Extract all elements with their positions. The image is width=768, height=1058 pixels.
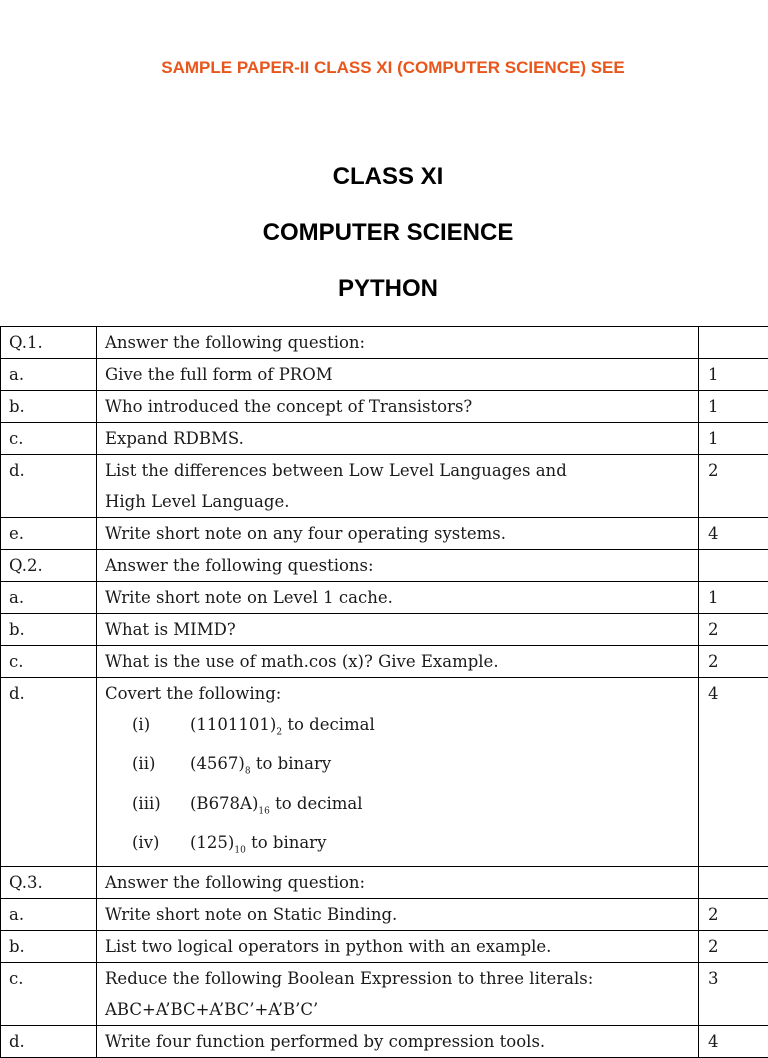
conversion-label: (iv) (132, 827, 190, 858)
question-number: a. (1, 899, 97, 931)
question-row (1, 646, 768, 678)
conversion-target: to decimal (270, 794, 363, 813)
question-marks: 1 (699, 359, 768, 391)
question-text: Expand RDBMS. (97, 423, 699, 455)
conversion-number: (B678A) (190, 794, 258, 813)
question-row (1, 867, 768, 899)
subject-title: COMPUTER SCIENCE (0, 219, 768, 247)
question-number: b. (1, 391, 97, 423)
question-number: e. (1, 518, 97, 550)
question-row (1, 582, 768, 614)
question-marks: 2 (699, 455, 768, 518)
question-marks: 3 (699, 963, 768, 1026)
class-title: CLASS XI (0, 163, 768, 191)
question-marks: 4 (699, 518, 768, 550)
question-text-line: List the differences between Low Level Languages and (105, 455, 698, 486)
question-row (1, 899, 768, 931)
conversion-target: to binary (246, 833, 327, 852)
question-number: Q.1. (1, 327, 97, 359)
language-title: PYTHON (0, 275, 768, 303)
question-marks (699, 867, 768, 899)
question-row (1, 963, 768, 1026)
conversion-base: 10 (234, 845, 245, 855)
question-row (1, 423, 768, 455)
question-row (1, 931, 768, 963)
question-number: c. (1, 646, 97, 678)
question-number: d. (1, 455, 97, 518)
question-row (1, 455, 768, 518)
question-number: d. (1, 678, 97, 867)
question-text: Write short note on Level 1 cache. (97, 582, 699, 614)
question-row (1, 518, 768, 550)
conversion-item (105, 709, 698, 748)
question-marks: 2 (699, 899, 768, 931)
question-marks: 2 (699, 931, 768, 963)
question-text: Write four function performed by compression tools. (97, 1026, 699, 1058)
question-number: a. (1, 582, 97, 614)
boolean-expression: ABC+A’BC+A’BC’+A’B’C’ (105, 994, 698, 1025)
question-number: d. (1, 1026, 97, 1058)
conversion-base: 16 (258, 806, 269, 816)
conversion-number: (1101101) (190, 715, 276, 734)
question-text: Write short note on Static Binding. (97, 899, 699, 931)
question-text-line: Covert the following: (105, 678, 698, 709)
question-row (1, 678, 768, 867)
conversion-label: (ii) (132, 748, 190, 779)
question-text-line: Reduce the following Boolean Expression to three literals: (105, 963, 698, 994)
question-number: b. (1, 931, 97, 963)
question-number: Q.3. (1, 867, 97, 899)
question-marks: 2 (699, 646, 768, 678)
question-marks: 4 (699, 1026, 768, 1058)
conversion-number: (125) (190, 833, 234, 852)
question-number: c. (1, 963, 97, 1026)
question-row (1, 359, 768, 391)
question-text-line: High Level Language. (105, 486, 698, 517)
conversion-base: 2 (276, 727, 282, 737)
question-number: Q.2. (1, 550, 97, 582)
question-text (97, 678, 699, 867)
question-row (1, 550, 768, 582)
conversion-base: 8 (245, 767, 251, 777)
conversion-item (105, 748, 698, 787)
conversion-label: (iii) (132, 788, 190, 819)
question-number: a. (1, 359, 97, 391)
question-marks: 1 (699, 582, 768, 614)
question-row (1, 614, 768, 646)
question-text: What is the use of math.cos (x)? Give Example. (97, 646, 699, 678)
question-text (97, 963, 699, 1026)
question-text: List two logical operators in python with an example. (97, 931, 699, 963)
question-text: Write short note on any four operating systems. (97, 518, 699, 550)
question-marks: 1 (699, 391, 768, 423)
question-marks (699, 327, 768, 359)
conversion-target: to decimal (282, 715, 375, 734)
paper-header: SAMPLE PAPER-II CLASS XI (COMPUTER SCIENCE) SEE (0, 58, 768, 78)
question-marks: 1 (699, 423, 768, 455)
question-marks (699, 550, 768, 582)
question-row (1, 1026, 768, 1058)
conversion-target: to binary (251, 754, 332, 773)
question-text: Answer the following question: (97, 327, 699, 359)
conversion-item (105, 827, 698, 866)
question-marks: 4 (699, 678, 768, 867)
question-table (0, 326, 768, 1058)
question-text: Give the full form of PROM (97, 359, 699, 391)
question-marks: 2 (699, 614, 768, 646)
question-text: Answer the following question: (97, 867, 699, 899)
question-text: Who introduced the concept of Transistors? (97, 391, 699, 423)
question-row (1, 391, 768, 423)
question-number: b. (1, 614, 97, 646)
question-text: What is MIMD? (97, 614, 699, 646)
question-row (1, 327, 768, 359)
question-number: c. (1, 423, 97, 455)
conversion-item (105, 788, 698, 827)
conversion-label: (i) (132, 709, 190, 740)
question-text (97, 455, 699, 518)
question-text: Answer the following questions: (97, 550, 699, 582)
conversion-number: (4567) (190, 754, 245, 773)
